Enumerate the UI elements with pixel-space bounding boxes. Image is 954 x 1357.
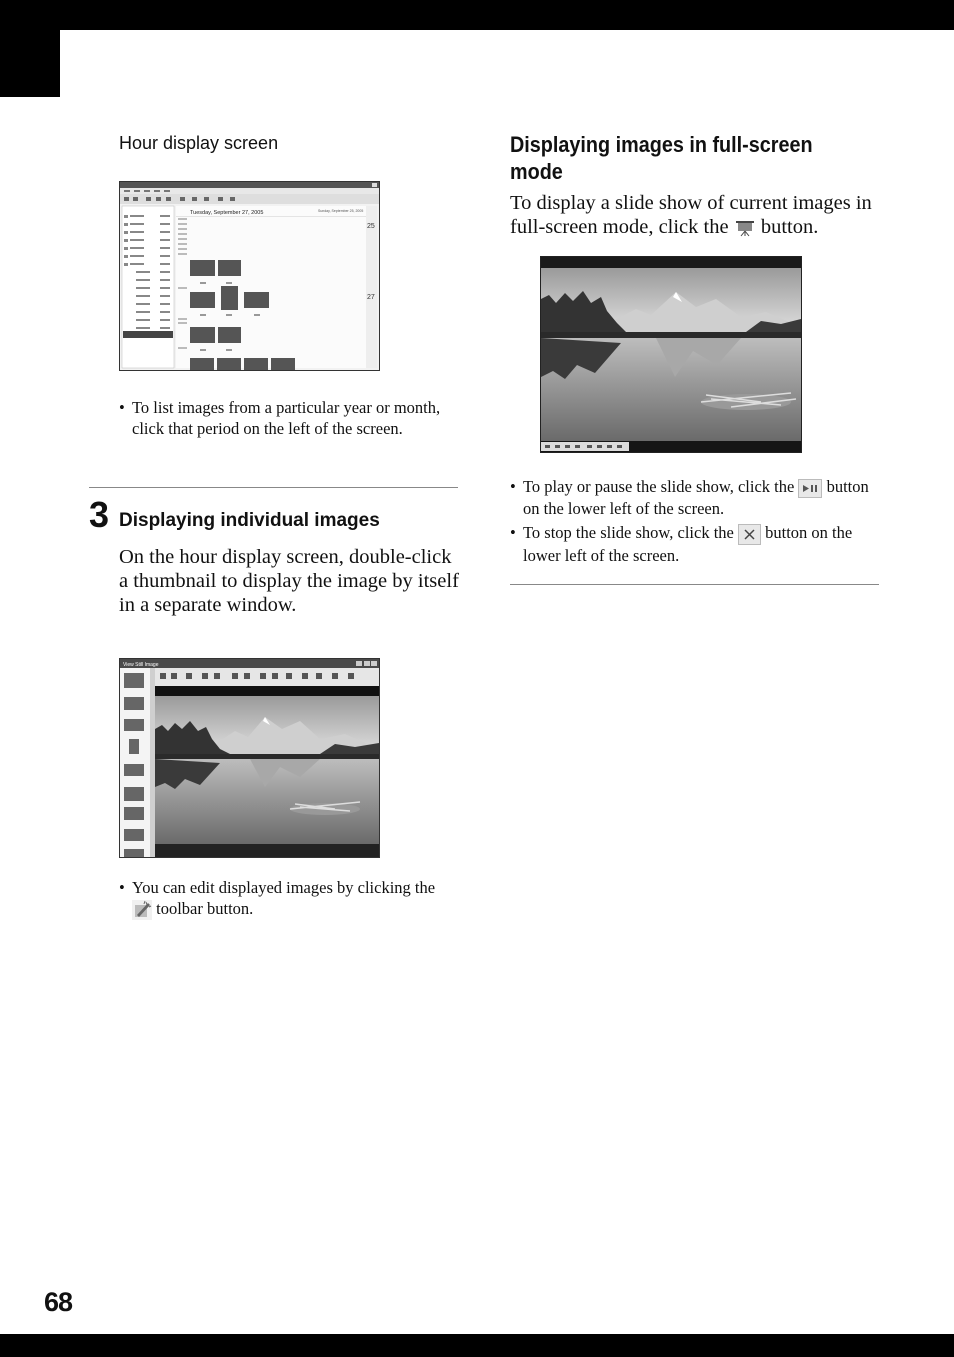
divider-right	[510, 584, 879, 585]
edit-note-after: toolbar button.	[156, 899, 254, 918]
hour-display-caption: Hour display screen	[119, 133, 279, 153]
fullscreen-body-after: button.	[760, 216, 819, 238]
edit-icon	[132, 900, 152, 920]
play-pause-note: • To play or pause the slide show, click the button on the lower left of the screen.	[510, 477, 869, 518]
fullscreen-body-before: To display a slide show of current images in full-screen mode, click the	[510, 192, 872, 238]
hour-display-screenshot	[119, 181, 380, 371]
step-body: On the hour display screen, double-click a thumbnail to display the image by itself in a separate window.	[119, 546, 459, 616]
fullscreen-slideshow-screenshot	[540, 256, 802, 453]
top-bar	[0, 0, 954, 30]
hour-screen-date-right: Sunday, September 25, 2005	[318, 209, 364, 213]
fullscreen-body	[510, 191, 885, 239]
bottom-bar	[0, 1334, 954, 1357]
viewer-title: View Still Image	[123, 662, 159, 668]
stop-note: • To stop the slide show, click the button on the lower left of the screen.	[510, 523, 853, 565]
top-corner-block	[0, 0, 60, 97]
slideshow-icon	[734, 219, 756, 237]
stop-note-before: To stop the slide show, click the	[523, 523, 734, 542]
edit-note: • You can edit displayed images by clicking the toolbar button.	[119, 877, 454, 920]
hour-display-note: • To list images from a particular year or month, click that period on the left of the screen.	[119, 397, 449, 439]
play-pause-icon	[798, 479, 822, 498]
divider-left	[89, 487, 458, 488]
fullscreen-heading: Displaying images in full-screen mode	[510, 132, 813, 184]
hour-screen-date: Tuesday, September 27, 2005	[190, 210, 264, 216]
day-mark-27: 27	[367, 294, 375, 301]
hour-display-note-text: To list images from a particular year or month, click that period on the left of the screen.	[132, 398, 441, 438]
play-pause-note-before: To play or pause the slide show, click the	[523, 477, 795, 496]
close-icon	[738, 524, 761, 545]
step-title: Displaying individual images	[119, 510, 380, 531]
stop-note-after: button on the lower left of the screen.	[523, 523, 853, 565]
single-image-window-screenshot	[119, 658, 380, 858]
play-pause-note-after: button on the lower left of the screen.	[523, 477, 869, 518]
edit-note-before: You can edit displayed images by clicking the	[132, 878, 436, 897]
page-number: 68	[44, 1287, 73, 1317]
day-mark-25: 25	[367, 223, 375, 230]
step-number: 3	[89, 494, 110, 535]
